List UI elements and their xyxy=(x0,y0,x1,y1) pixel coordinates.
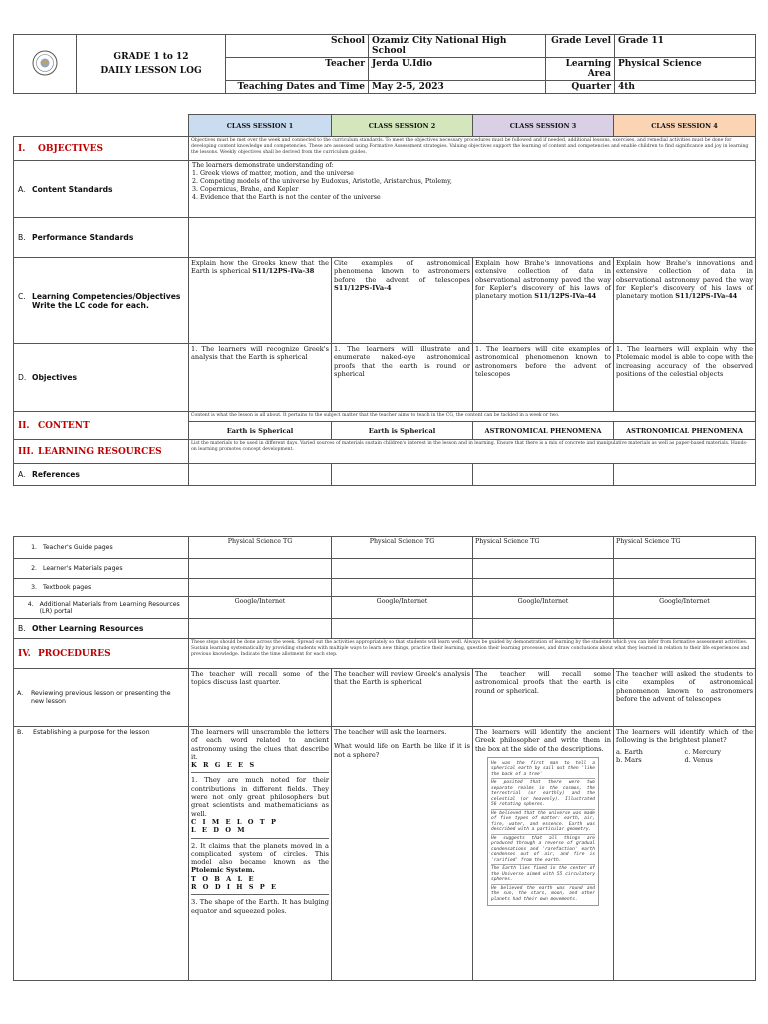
quarter-label: Quarter xyxy=(546,81,615,94)
title-line-1: GRADE 1 to 12 xyxy=(113,52,189,62)
session-header-4: CLASS SESSION 4 xyxy=(614,115,756,137)
content-standards-label: A. Content Standards xyxy=(14,161,189,218)
objective-3: 1. The learners will cite examples of astronomical phenomenon known to astronomers before the advent of telescopes xyxy=(473,344,614,412)
content-topic-3: ASTRONOMICAL PHENOMENA xyxy=(473,422,614,440)
deped-seal-icon xyxy=(32,50,58,76)
scrambled-word-4: T O B A L E xyxy=(191,874,256,883)
resource-lr-3: Google/Internet xyxy=(473,597,614,619)
competency-2: Cite examples of astronomical phenomena known to astronomers before the advent of telescopes S11/12PS-IVa-4 xyxy=(332,258,473,344)
grade-label: Grade Level xyxy=(546,35,615,58)
teacher-label: Teacher xyxy=(226,58,369,81)
competency-1: Explain how the Greeks knew that the Earth is spherical S11/12PS-IVa-38 xyxy=(189,258,332,344)
resource-tg-4: Physical Science TG xyxy=(614,537,756,559)
competency-3: Explain how Brahe's innovations and extensive collection of data in observational astronomy paved the way for Kepler's discovery of his laws of planetary motion S11/12PS-IVa-44 xyxy=(473,258,614,344)
review-label: A. Reviewing previous lesson or presenting the new lesson xyxy=(14,669,189,727)
resource-item-tg: 1. Teacher's Guide pages xyxy=(14,537,189,559)
resource-tg-1: Physical Science TG xyxy=(189,537,332,559)
competency-4: Explain how Brahe's innovations and extensive collection of data in observational astronomy paved the way for Kepler's discovery of his laws of planetary motion S11/12PS-IVa-44 xyxy=(614,258,756,344)
content-note: Content is what the lesson is all about. It pertains to the subject matter that the teacher aims to teach in the CG, the content can be tackled in a week or two. xyxy=(189,412,756,422)
lesson-log-page-1 xyxy=(13,34,755,486)
resource-tg-3: Physical Science TG xyxy=(473,537,614,559)
log-title xyxy=(77,35,226,94)
review-1: The teacher will recall some of the topics discuss last quarter. xyxy=(189,669,332,727)
scrambled-word-5: R O D I H S P E xyxy=(191,883,279,892)
section-procedures: IV. PROCEDURES xyxy=(14,639,189,669)
scrambled-word-2: C I M E L O T P xyxy=(191,817,278,826)
school-value: Ozamiz City National High School xyxy=(369,35,546,58)
section-content: II. CONTENT xyxy=(14,412,189,440)
content-standards-text: The learners demonstrate understanding of: 1. Greek views of matter, motion, and the universe 2. Competing models of the universe by Eudoxus, Aristotle, Aristarchus, Ptolemy, 3. Copernicus, Brahe, and Kepler 4. Evidence that the Earth is not the center of the universe xyxy=(189,161,756,218)
resource-item-lm: 2. Learner's Materials pages xyxy=(14,559,189,579)
session-header-1: CLASS SESSION 1 xyxy=(189,115,332,137)
main-table-page-1 xyxy=(13,114,756,486)
review-3: The teacher will recall some astronomical proofs that the earth is round or spherical. xyxy=(473,669,614,727)
scrambled-word-1: K R G E E S xyxy=(191,761,257,770)
resource-item-textbook: 3. Textbook pages xyxy=(14,579,189,597)
purpose-session-1: The learners will unscramble the letters of each word related to ancient astronomy using the clues that describe it. K R G E E S 1. They are much noted for their contributions in different fields. They were not only great philosophers but great scientists and mathematicians as well. C I M E L O T P L E D O M 2. It claims that the planets moved in a complicated system of circles. This model also became known as the Ptolemic System. T O B A L E R O D I H S P E 3. The shape of the Earth. It has bulging equator and squeezed poles. xyxy=(189,727,332,981)
references-label: A. References xyxy=(14,464,189,486)
session-header-2: CLASS SESSION 2 xyxy=(332,115,473,137)
deped-logo xyxy=(14,35,77,94)
area-label: Learning Area xyxy=(546,58,615,81)
objectives-note: Objectives must be met over the week and connected to the curriculum standards. To meet the objectives necessary procedures must be followed and if needed, additional lessons, exercises, and remedial activities must be done for developing content knowledge and competencies. These are assessed using Formative Assessment strategies. Valuing objectives support the learning of content and competencies and enable children to find significance and joy in learning the lessons. Weekly objectives shall be derived from the curriculum guides. xyxy=(189,137,756,161)
lesson-log-page-2 xyxy=(13,536,755,981)
content-topic-1: Earth is Spherical xyxy=(189,422,332,440)
philosopher-descriptions-image: He was the first man to tell a spherical earth by sail out then 'like the back of a tree' He posited that there were two separate realms in the cosmos, the terrestrial (or earthly) and the celestial (or heavenly). Illustrated 56 rotating spheres. He believed that the universe was made of five types of matter: earth, air, fire, water, and essence. Earth was described with a particular geometry. He suggests that all things are produced through a reverse of gradual condensations and 'rarefaction' earth condenses out of air, and fire is 'rarified' from the earth. The Earth lies fixed in the center of the Universe aimed with 55 circulatory spheres. He believed the earth was round and the sun, the stars, moon, and other planets had their own movements. xyxy=(487,757,599,907)
purpose-session-3: The learners will identify the ancient Greek philosopher and write them in the box at the side of the descriptions. He was the first man to tell a spherical earth by sail out then 'like the back of a tree' He posited that there were two separate realms in the cosmos, the terrestrial (or earthly) and the celestial (or heavenly). Illustrated 56 rotating spheres. He believed that the universe was made of five types of matter: earth, air, fire, water, and essence. Earth was described with a particular geometry. He suggests that all things are produced through a reverse of gradual condensations and 'rarefaction' earth condenses out of air, and fire is 'rarified' from the earth. The Earth lies fixed in the center of the Universe aimed with 55 circulatory spheres. He believed the earth was round and the sun, the stars, moon, and other planets had their own movements. xyxy=(473,727,614,981)
competencies-label: C. Learning Competencies/Objectives Write the LC code for each. xyxy=(14,258,189,344)
dates-label: Teaching Dates and Time xyxy=(226,81,369,94)
review-2: The teacher will review Greek's analysis that the Earth is spherical xyxy=(332,669,473,727)
dates-value: May 2-5, 2023 xyxy=(369,81,546,94)
scrambled-word-3: L E D O M xyxy=(191,826,247,835)
session-header-3: CLASS SESSION 3 xyxy=(473,115,614,137)
purpose-session-4: The learners will identify which of the following is the brightest planet? a. Earth c. Mercury b. Mars d. Venus xyxy=(614,727,756,981)
review-4: The teacher will asked the students to cite examples of astronomical phenomenon known to astronomers before the advent of telescopes xyxy=(614,669,756,727)
performance-standards-text xyxy=(189,218,756,258)
title-line-2: DAILY LESSON LOG xyxy=(100,66,202,76)
content-topic-2: Earth is Spherical xyxy=(332,422,473,440)
school-label: School xyxy=(226,35,369,58)
resource-tg-2: Physical Science TG xyxy=(332,537,473,559)
resource-lr-2: Google/Internet xyxy=(332,597,473,619)
content-topic-4: ASTRONOMICAL PHENOMENA xyxy=(614,422,756,440)
section-objectives: I. OBJECTIVES xyxy=(14,137,189,161)
resource-lr-4: Google/Internet xyxy=(614,597,756,619)
teacher-value: Jerda U.Idio xyxy=(369,58,546,81)
resource-item-lr-portal: 4. Additional Materials from Learning Resources (LR) portal xyxy=(14,597,189,619)
grade-value: Grade 11 xyxy=(615,35,756,58)
other-resources-label: B. Other Learning Resources xyxy=(14,619,189,639)
performance-standards-label: B. Performance Standards xyxy=(14,218,189,258)
main-table-page-2 xyxy=(13,536,756,981)
procedures-note: These steps should be done across the week. Spread out the activities appropriately so that students will learn well. Always be guided by demonstration of learning by the students which you can infer from formative assessment activities. Sustain learning systematically by providing students with multiple ways to learn new things, practice their learning, question their learning processes, and draw conclusions about what they learned in relation to their life experiences and previous knowledge. Indicate the time allotment for each step. xyxy=(189,639,756,669)
objective-4: 1. The learners will explain why the Ptolemaic model is able to cope with the increasing accuracy of the observed positions of the celestial objects xyxy=(614,344,756,412)
objective-2: 1. The learners will illustrate and enumerate naked-eye astronomical proofs that the earth is round or spherical xyxy=(332,344,473,412)
quarter-value: 4th xyxy=(615,81,756,94)
resources-note: List the materials to be used in different days. Varied sources of materials sustain children's interest in the lesson and in learning. Ensure that there is a mix of concrete and manipulative materials as well as paper-based materials. Hands-on learning promotes concept development. xyxy=(189,440,756,464)
area-value: Physical Science xyxy=(615,58,756,81)
section-learning-resources: III. LEARNING RESOURCES xyxy=(14,440,189,464)
objectives-label: D. Objectives xyxy=(14,344,189,412)
planet-options: a. Earth c. Mercury b. Mars d. Venus xyxy=(616,747,722,764)
header-table xyxy=(13,34,756,94)
purpose-label: B. Establishing a purpose for the lesson xyxy=(14,727,189,981)
objective-1: 1. The learners will recognize Greek's analysis that the Earth is spherical xyxy=(189,344,332,412)
purpose-session-2: The teacher will ask the learners. What would life on Earth be like if it is not a sphere? xyxy=(332,727,473,981)
resource-lr-1: Google/Internet xyxy=(189,597,332,619)
